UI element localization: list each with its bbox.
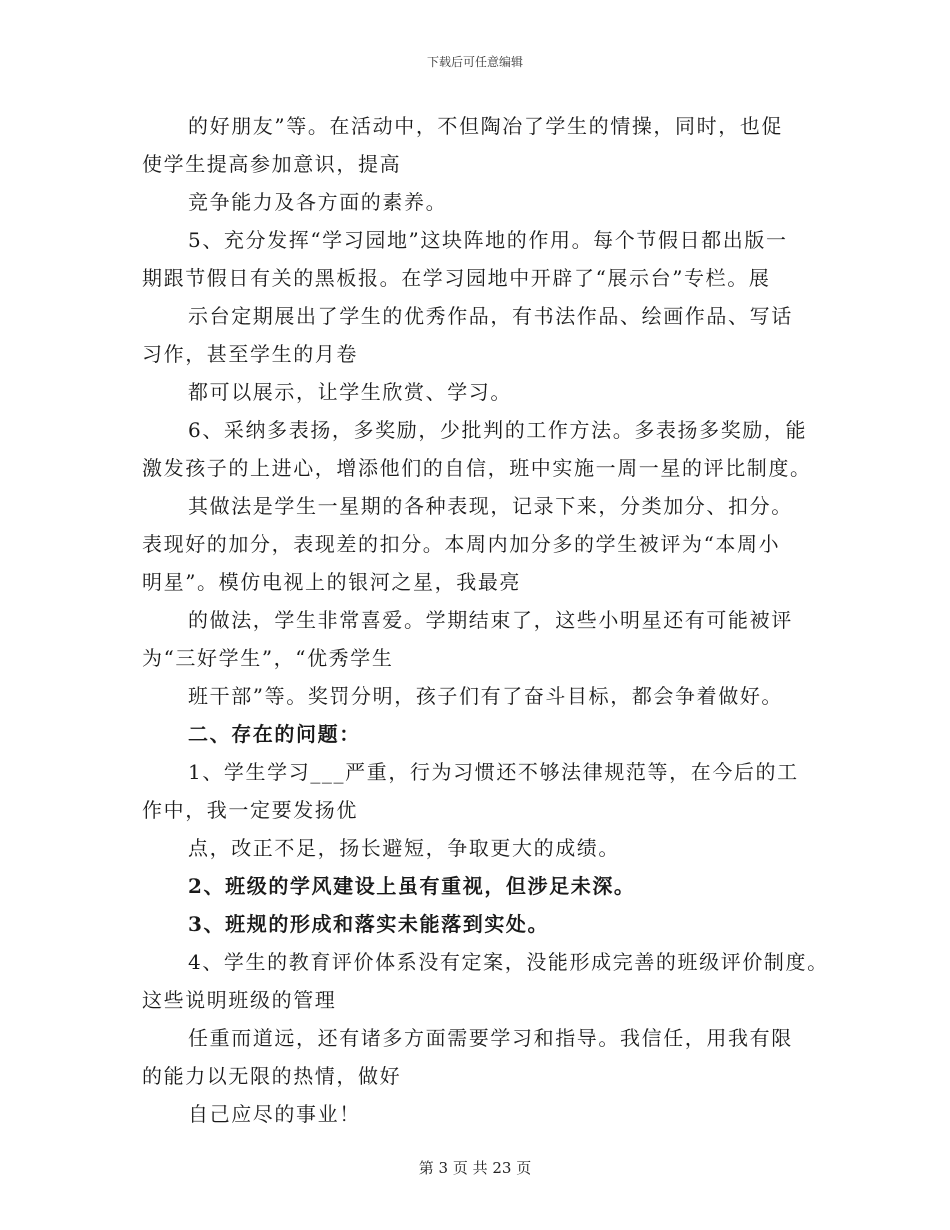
text-line: 5、充分发挥“学习园地”这块阵地的作用。每个节假日都出版一 [188,228,788,252]
text-line: 示台定期展出了学生的优秀作品，有书法作品、绘画作品、写话 [188,304,793,328]
text-line: 期跟节假日有关的黑板报。在学习园地中开辟了“展示台”专栏。展 [142,266,771,290]
text-line: 的能力以无限的热情，做好 [142,1064,402,1088]
text-line-bold: 3、班规的形成和落实未能落到实处。 [188,912,550,936]
text-line: 其做法是学生一星期的各种表现，记录下来，分类加分、扣分。 [188,494,793,518]
text-line: 都可以展示，让学生欣赏、学习。 [188,380,512,404]
text-line: 明星”。模仿电视上的银河之星，我最亮 [142,570,522,594]
text-line: 这些说明班级的管理 [142,988,337,1012]
text-line: 习作，甚至学生的月卷 [142,342,358,366]
text-line: 的做法，学生非常喜爱。学期结束了，这些小明星还有可能被评 [188,608,793,632]
text-line: 6、采纳多表扬，多奖励，少批判的工作方法。多表扬多奖励，能 [188,418,808,442]
text-line: 表现好的加分，表现差的扣分。本周内加分多的学生被评为“本周小 [142,532,781,556]
section-heading: 二、存在的问题： [188,722,361,746]
text-line: 班干部”等。奖罚分明，孩子们有了奋斗目标，都会争着做好。 [188,684,784,708]
text-line: 任重而道远，还有诸多方面需要学习和指导。我信任，用我有限 [188,1026,793,1050]
text-line: 使学生提高参加意识，提高 [142,152,402,176]
text-line: 激发孩子的上进心，增添他们的自信，班中实施一周一星的评比制度。 [142,456,812,480]
text-line: 自己应尽的事业！ [188,1102,361,1126]
text-line: 竞争能力及各方面的素养。 [188,190,448,214]
text-line: 为“三好学生”，“优秀学生 [142,646,394,670]
text-line: 的好朋友”等。在活动中，不但陶冶了学生的情操，同时，也促 [188,114,784,138]
text-line: 1、学生学习___严重，行为习惯还不够法律规范等，在今后的工 [188,760,799,784]
text-line-bold: 2、班级的学风建设上虽有重视，但涉足未深。 [188,874,636,898]
text-line: 4、学生的教育评价体系没有定案，没能形成完善的班级评价制度。 [188,950,829,974]
page-header: 下载后可任意编辑 [426,55,523,69]
text-line: 作中，我一定要发扬优 [142,798,358,822]
text-line: 点，改正不足，扬长避短，争取更大的成绩。 [188,836,620,860]
page-footer: 第 3 页 共 23 页 [418,1159,532,1177]
